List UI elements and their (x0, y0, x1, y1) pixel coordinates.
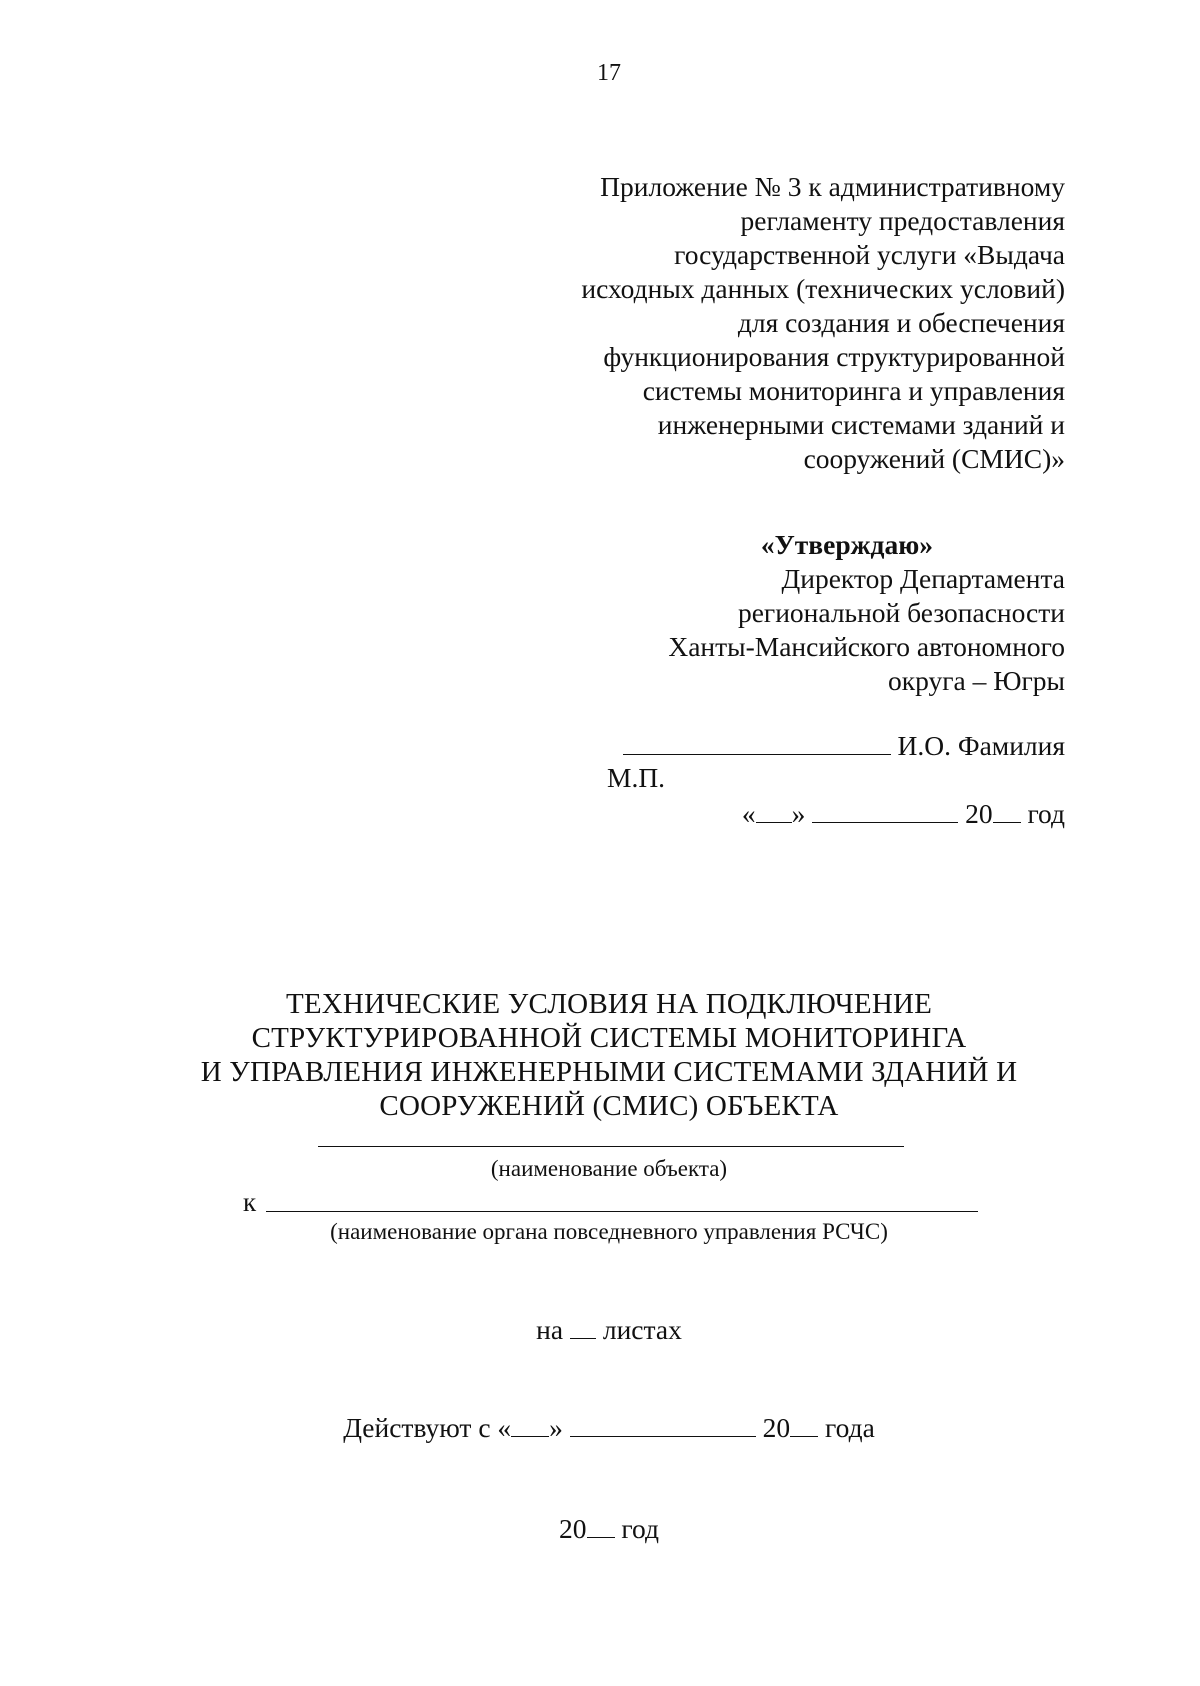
appendix-line: регламенту предоставления (740, 205, 1065, 236)
date-year-suffix: год (1027, 798, 1065, 829)
validity-close-quote: » (549, 1412, 563, 1443)
approval-block (465, 528, 1065, 698)
rschs-authority-blank[interactable] (266, 1211, 978, 1212)
approval-line: округа – Югры (887, 665, 1065, 696)
year-blank[interactable] (993, 796, 1021, 823)
sheets-count-blank[interactable] (570, 1312, 596, 1339)
appendix-line: сооружений (СМИС)» (803, 443, 1065, 474)
appendix-line: исходных данных (технических условий) (581, 273, 1065, 304)
seal-mark: М.П. (607, 762, 666, 793)
approval-line: Ханты-Мансийского автономного (668, 631, 1065, 662)
appendix-header (465, 170, 1065, 476)
day-blank[interactable] (756, 796, 792, 823)
appendix-line: Приложение № 3 к административному (600, 171, 1065, 202)
validity-month-blank[interactable] (570, 1410, 756, 1437)
validity-prefix: Действуют с « (343, 1412, 512, 1443)
object-name-caption: (наименование объекта) (490, 1156, 728, 1181)
signature-row (465, 728, 1065, 762)
date-open-quote: « (741, 798, 756, 829)
validity-suffix: года (825, 1412, 875, 1443)
footer-year-blank[interactable] (587, 1511, 615, 1538)
footer-year-prefix: 20 (559, 1513, 587, 1544)
page-number: 17 (597, 60, 621, 86)
object-name-blank[interactable] (318, 1146, 904, 1147)
month-blank[interactable] (812, 796, 958, 823)
validity-year-blank[interactable] (790, 1410, 818, 1437)
to-letter: к (243, 1187, 257, 1217)
validity-year-prefix: 20 (762, 1412, 791, 1443)
appendix-line: функционирования структурированной (603, 341, 1065, 372)
document-title (0, 987, 1200, 1123)
appendix-line: государственной услуги «Выдача (674, 239, 1065, 270)
validity-row (0, 1410, 1200, 1444)
approval-line: Директор Департамента (781, 563, 1065, 594)
sheets-count-row (0, 1312, 1200, 1346)
signature-blank[interactable] (623, 728, 891, 755)
title-line: И УПРАВЛЕНИЯ ИНЖЕНЕРНЫМИ СИСТЕМАМИ ЗДАНИЙ И (200, 1056, 1018, 1088)
date-close-quote: » (791, 798, 806, 829)
signatory-name: И.О. Фамилия (897, 730, 1065, 761)
approval-title: «Утверждаю» (760, 529, 933, 560)
appendix-line: инженерными системами зданий и (657, 409, 1065, 440)
sheets-prefix: на (536, 1314, 564, 1345)
validity-day-blank[interactable] (511, 1410, 549, 1437)
footer-year-row (0, 1511, 1200, 1545)
footer-year-suffix: год (621, 1513, 659, 1544)
approval-line: региональной безопасности (737, 597, 1065, 628)
sheets-suffix: листах (602, 1314, 682, 1345)
appendix-line: системы мониторинга и управления (642, 375, 1065, 406)
title-line: СТРУКТУРИРОВАННОЙ СИСТЕМЫ МОНИТОРИНГА (251, 1022, 967, 1054)
approval-date-row (465, 796, 1065, 830)
appendix-line: для создания и обеспечения (737, 307, 1065, 338)
rschs-authority-caption: (наименование органа повседневного управления РСЧС) (330, 1219, 888, 1244)
date-year-prefix: 20 (965, 798, 993, 829)
title-line: СООРУЖЕНИЙ (СМИС) ОБЪЕКТА (379, 1090, 839, 1122)
title-line: ТЕХНИЧЕСКИЕ УСЛОВИЯ НА ПОДКЛЮЧЕНИЕ (285, 988, 933, 1020)
